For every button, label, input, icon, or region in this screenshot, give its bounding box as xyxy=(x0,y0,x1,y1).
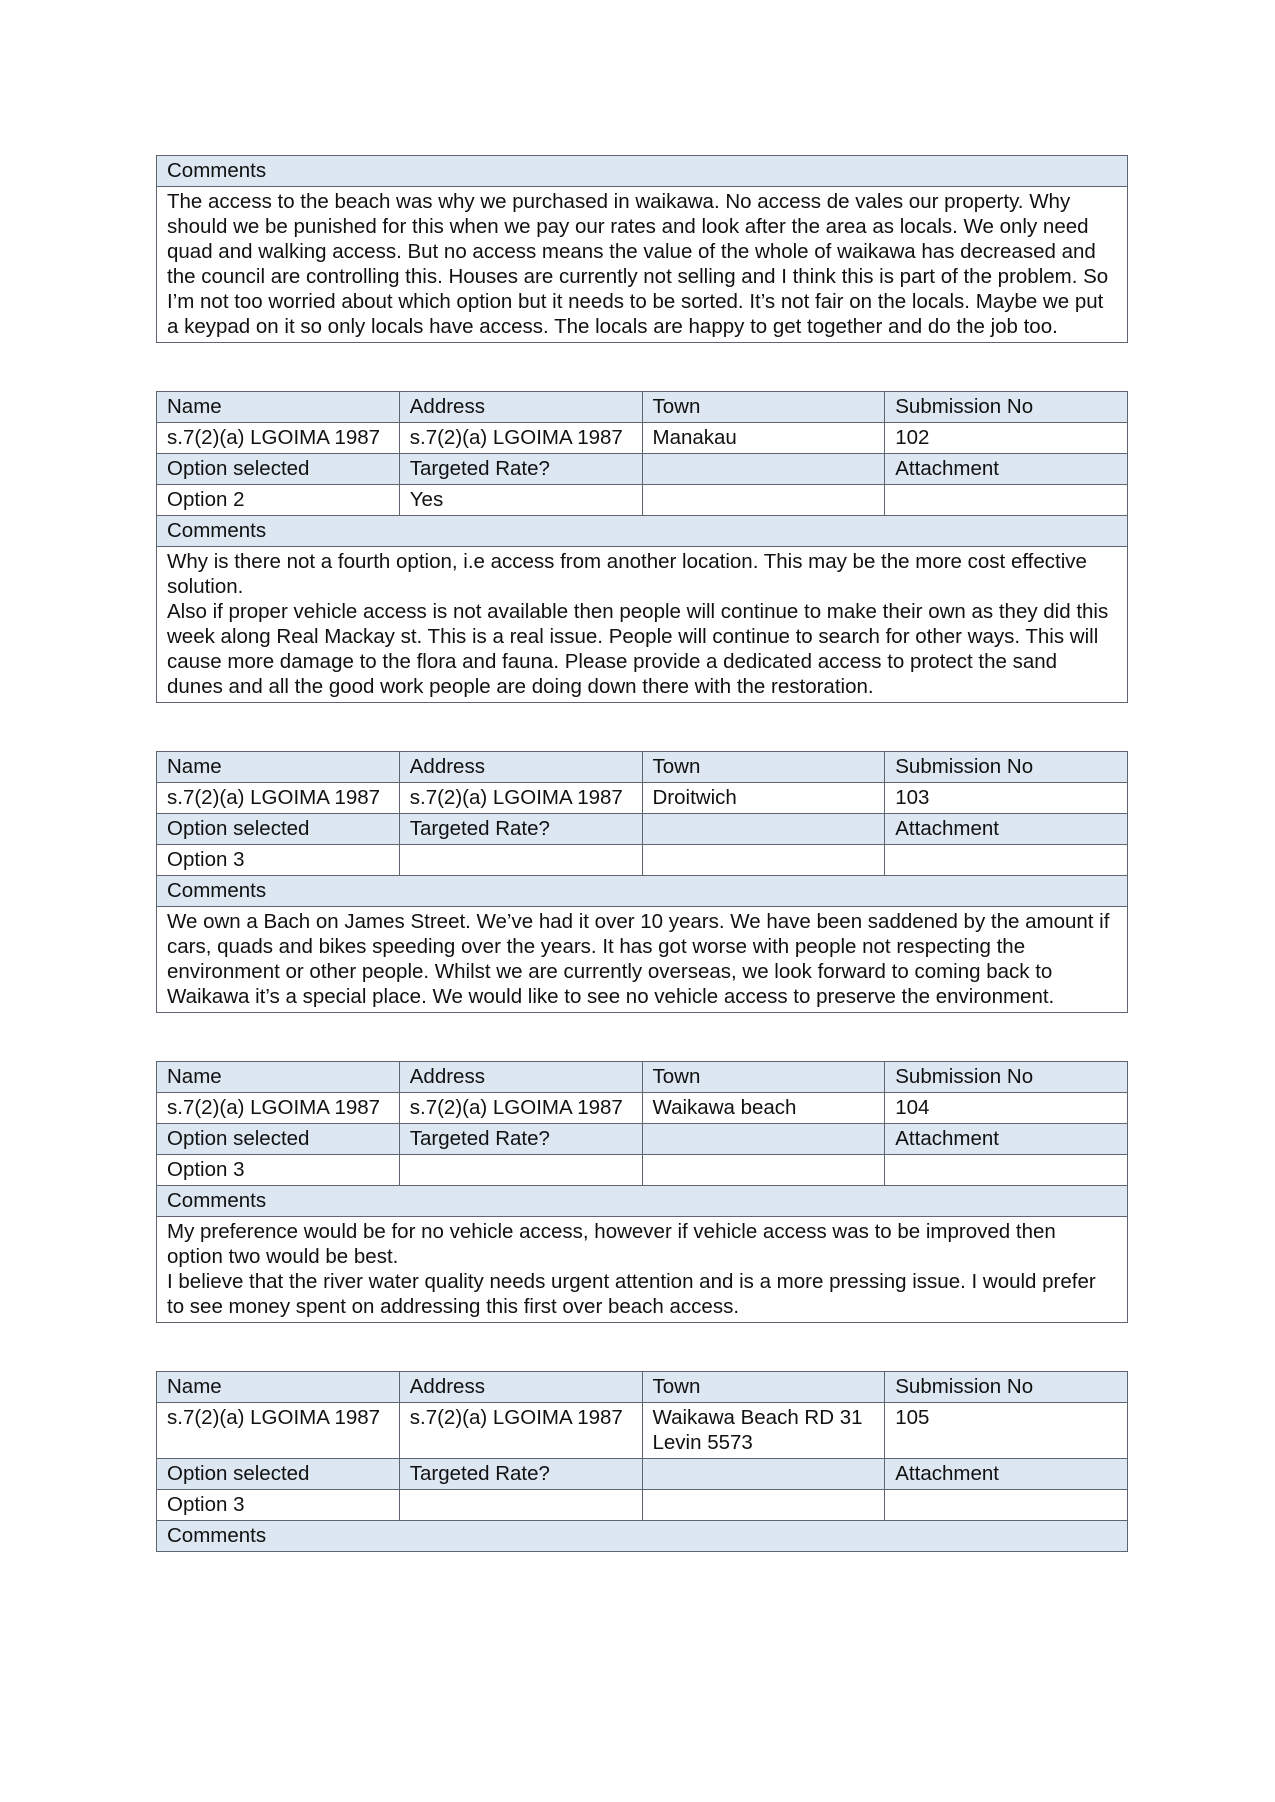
town-value: Droitwich xyxy=(642,783,885,814)
option-selected-label: Option selected xyxy=(157,1124,400,1155)
targeted-rate-value xyxy=(399,1155,642,1186)
address-label: Address xyxy=(399,1372,642,1403)
comment-paragraph: The access to the beach was why we purchased in waikawa. No access de vales our property. Why should we be punished for this when we pay our rates and look after the area as locals. We only need quad and walking access. But no access means the value of the whole of waikawa has decreased and the council are controlling this. Houses are currently not selling and I think this is part of the problem. So I’m not too worried about which option but it needs to be sorted. It’s not fair on the locals. Maybe we put a keypad on it so only locals have access. The locals are happy to get together and do the job too. xyxy=(167,190,1109,338)
name-value: s.7(2)(a) LGOIMA 1987 xyxy=(157,1403,400,1459)
comments-label: Comments xyxy=(157,156,1128,187)
empty-cell xyxy=(642,1490,885,1521)
address-label: Address xyxy=(399,1062,642,1093)
comments-text xyxy=(157,1217,1128,1323)
document-page xyxy=(156,155,1128,1600)
town-label: Town xyxy=(642,1372,885,1403)
attachment-label: Attachment xyxy=(885,1124,1128,1155)
name-label: Name xyxy=(157,1062,400,1093)
comment-paragraph: We own a Bach on James Street. We’ve had it over 10 years. We have been saddened by the amount if cars, quads and bikes speeding over the years. It has got worse with people not respecting the environment or other people. Whilst we are currently overseas, we look forward to coming back to Waikawa it’s a special place. We would like to see no vehicle access to preserve the environment. xyxy=(167,910,1110,1008)
town-line: Levin 5573 xyxy=(652,1431,753,1454)
submission-no-label: Submission No xyxy=(885,752,1128,783)
submission-no-label: Submission No xyxy=(885,392,1128,423)
town-value: Waikawa beach xyxy=(642,1093,885,1124)
option-value: Option 3 xyxy=(157,1490,400,1521)
submission-no-label: Submission No xyxy=(885,1062,1128,1093)
option-selected-label: Option selected xyxy=(157,454,400,485)
submission-no-value: 104 xyxy=(885,1093,1128,1124)
town-label: Town xyxy=(642,1062,885,1093)
option-selected-label: Option selected xyxy=(157,814,400,845)
submission-table-continued xyxy=(156,155,1128,343)
comment-paragraph: I believe that the river water quality needs urgent attention and is a more pressing issue. I would prefer to see money spent on addressing this first over beach access. xyxy=(167,1270,1096,1318)
empty-cell xyxy=(642,485,885,516)
comments-label: Comments xyxy=(157,876,1128,907)
targeted-rate-label: Targeted Rate? xyxy=(399,814,642,845)
targeted-rate-value xyxy=(399,845,642,876)
empty-header-cell xyxy=(642,454,885,485)
submission-table-103 xyxy=(156,751,1128,1013)
attachment-label: Attachment xyxy=(885,1459,1128,1490)
comment-paragraph: My preference would be for no vehicle access, however if vehicle access was to be improved then option two would be best. xyxy=(167,1220,1056,1268)
targeted-rate-label: Targeted Rate? xyxy=(399,1124,642,1155)
address-label: Address xyxy=(399,392,642,423)
targeted-rate-label: Targeted Rate? xyxy=(399,1459,642,1490)
submission-table-104 xyxy=(156,1061,1128,1323)
attachment-value xyxy=(885,1155,1128,1186)
comment-paragraph: Why is there not a fourth option, i.e access from another location. This may be the more cost effective solution. xyxy=(167,550,1087,598)
comments-text xyxy=(157,187,1128,343)
address-value: s.7(2)(a) LGOIMA 1987 xyxy=(399,1403,642,1459)
comments-label: Comments xyxy=(157,1521,1128,1552)
address-value: s.7(2)(a) LGOIMA 1987 xyxy=(399,783,642,814)
option-selected-label: Option selected xyxy=(157,1459,400,1490)
empty-header-cell xyxy=(642,814,885,845)
town-label: Town xyxy=(642,392,885,423)
attachment-value xyxy=(885,485,1128,516)
address-label: Address xyxy=(399,752,642,783)
empty-header-cell xyxy=(642,1459,885,1490)
targeted-rate-label: Targeted Rate? xyxy=(399,454,642,485)
comments-text xyxy=(157,907,1128,1013)
submission-no-value: 105 xyxy=(885,1403,1128,1459)
town-value: Manakau xyxy=(642,423,885,454)
submission-no-value: 103 xyxy=(885,783,1128,814)
town-line: Waikawa Beach RD 31 xyxy=(652,1406,863,1429)
name-label: Name xyxy=(157,392,400,423)
attachment-value xyxy=(885,845,1128,876)
option-value: Option 2 xyxy=(157,485,400,516)
option-value: Option 3 xyxy=(157,1155,400,1186)
name-value: s.7(2)(a) LGOIMA 1987 xyxy=(157,423,400,454)
comment-paragraph: Also if proper vehicle access is not available then people will continue to make their own as they did this week along Real Mackay st. This is a real issue. People will continue to search for other ways. This will cause more damage to the flora and fauna. Please provide a dedicated access to protect the sand dunes and all the good work people are doing down there with the restoration. xyxy=(167,600,1109,698)
submission-table-105 xyxy=(156,1371,1128,1552)
attachment-label: Attachment xyxy=(885,454,1128,485)
comments-text xyxy=(157,547,1128,703)
name-label: Name xyxy=(157,1372,400,1403)
name-value: s.7(2)(a) LGOIMA 1987 xyxy=(157,1093,400,1124)
address-value: s.7(2)(a) LGOIMA 1987 xyxy=(399,423,642,454)
empty-cell xyxy=(642,845,885,876)
submission-table-102 xyxy=(156,391,1128,703)
name-value: s.7(2)(a) LGOIMA 1987 xyxy=(157,783,400,814)
empty-header-cell xyxy=(642,1124,885,1155)
address-value: s.7(2)(a) LGOIMA 1987 xyxy=(399,1093,642,1124)
name-label: Name xyxy=(157,752,400,783)
comments-label: Comments xyxy=(157,516,1128,547)
empty-cell xyxy=(642,1155,885,1186)
town-value xyxy=(642,1403,885,1459)
submission-no-value: 102 xyxy=(885,423,1128,454)
town-label: Town xyxy=(642,752,885,783)
option-value: Option 3 xyxy=(157,845,400,876)
submission-no-label: Submission No xyxy=(885,1372,1128,1403)
comments-label: Comments xyxy=(157,1186,1128,1217)
targeted-rate-value xyxy=(399,1490,642,1521)
attachment-value xyxy=(885,1490,1128,1521)
targeted-rate-value: Yes xyxy=(399,485,642,516)
attachment-label: Attachment xyxy=(885,814,1128,845)
